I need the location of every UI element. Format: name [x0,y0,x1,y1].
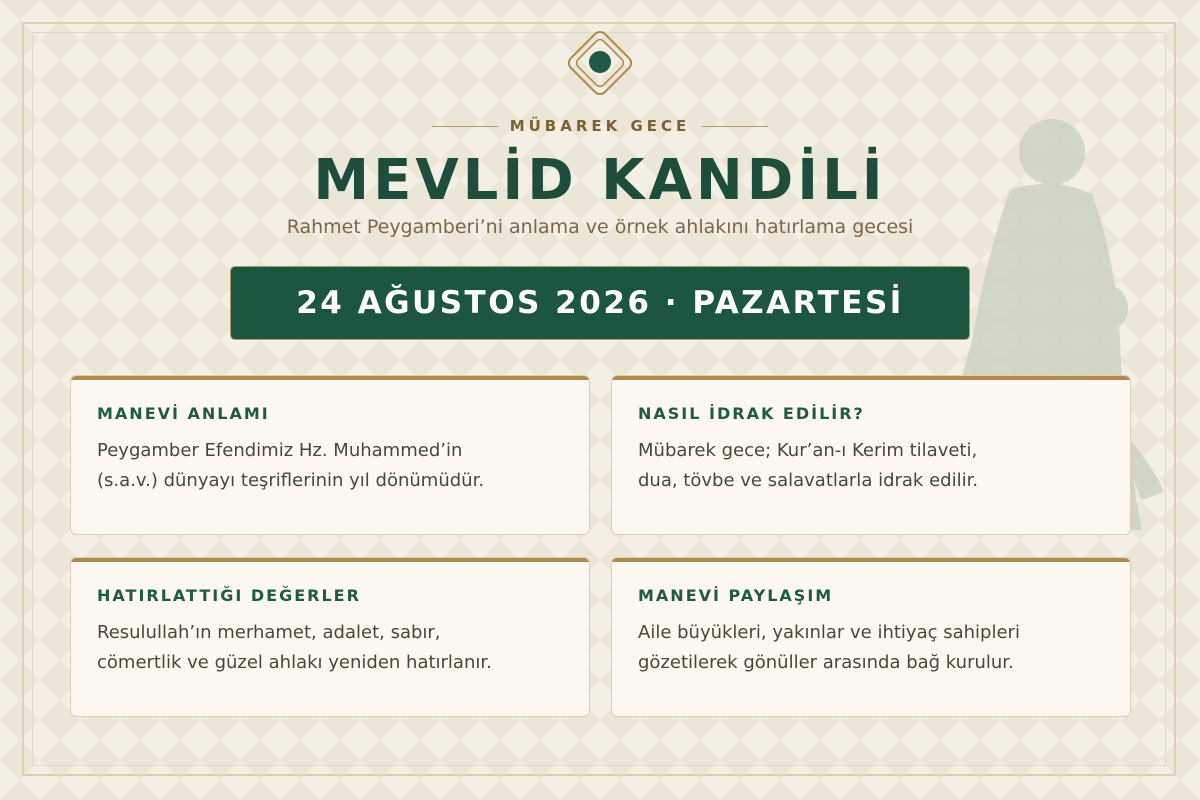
card-values [70,557,590,717]
card-title: HATIRLATTIĞI DEĞERLER [97,586,361,605]
card-accent-bar [612,558,1130,562]
date-banner [230,266,970,340]
card-title: NASIL İDRAK EDİLİR? [638,404,865,423]
card-line: dua, tövbe ve salavatlarla idrak edilir. [638,470,979,491]
card-spiritual-meaning [70,375,590,535]
card-line: (s.a.v.) dünyayı teşriflerinin yıl dönümüdür. [97,470,485,491]
eyebrow-right-rule [702,126,768,127]
card-accent-bar [71,376,589,380]
diamond-emblem-icon [555,18,645,108]
date-text: 24 AĞUSTOS 2026 · PAZARTESİ [296,285,904,321]
card-line: Resulullah’ın merhamet, adalet, sabır, [97,622,441,643]
card-line: gözetilerek gönüller arasında bağ kurulur. [638,652,1014,673]
card-body [97,436,567,496]
card-title: MANEVİ PAYLAŞIM [638,586,834,605]
page-title: MEVLİD KANDİLİ [313,148,887,213]
card-line: Mübarek gece; Kur’an-ı Kerim tilaveti, [638,440,978,461]
card-title: MANEVİ ANLAMI [97,404,270,423]
eyebrow [0,116,1200,136]
card-line: Aile büyükleri, yakınlar ve ihtiyaç sahipleri [638,622,1020,643]
card-accent-bar [612,376,1130,380]
page-subtitle: Rahmet Peygamberi’ni anlama ve örnek ahlakını hatırlama gecesi [286,216,914,238]
card-spiritual-sharing [611,557,1131,717]
card-line: Peygamber Efendimiz Hz. Muhammed’in [97,440,463,461]
card-accent-bar [71,558,589,562]
card-body [638,618,1108,678]
card-line: cömertlik ve güzel ahlakı yeniden hatırlanır. [97,652,492,673]
card-body [638,436,1108,496]
eyebrow-text: MÜBAREK GECE [509,117,691,135]
card-how-observed [611,375,1131,535]
card-body [97,618,567,678]
eyebrow-left-rule [432,126,498,127]
